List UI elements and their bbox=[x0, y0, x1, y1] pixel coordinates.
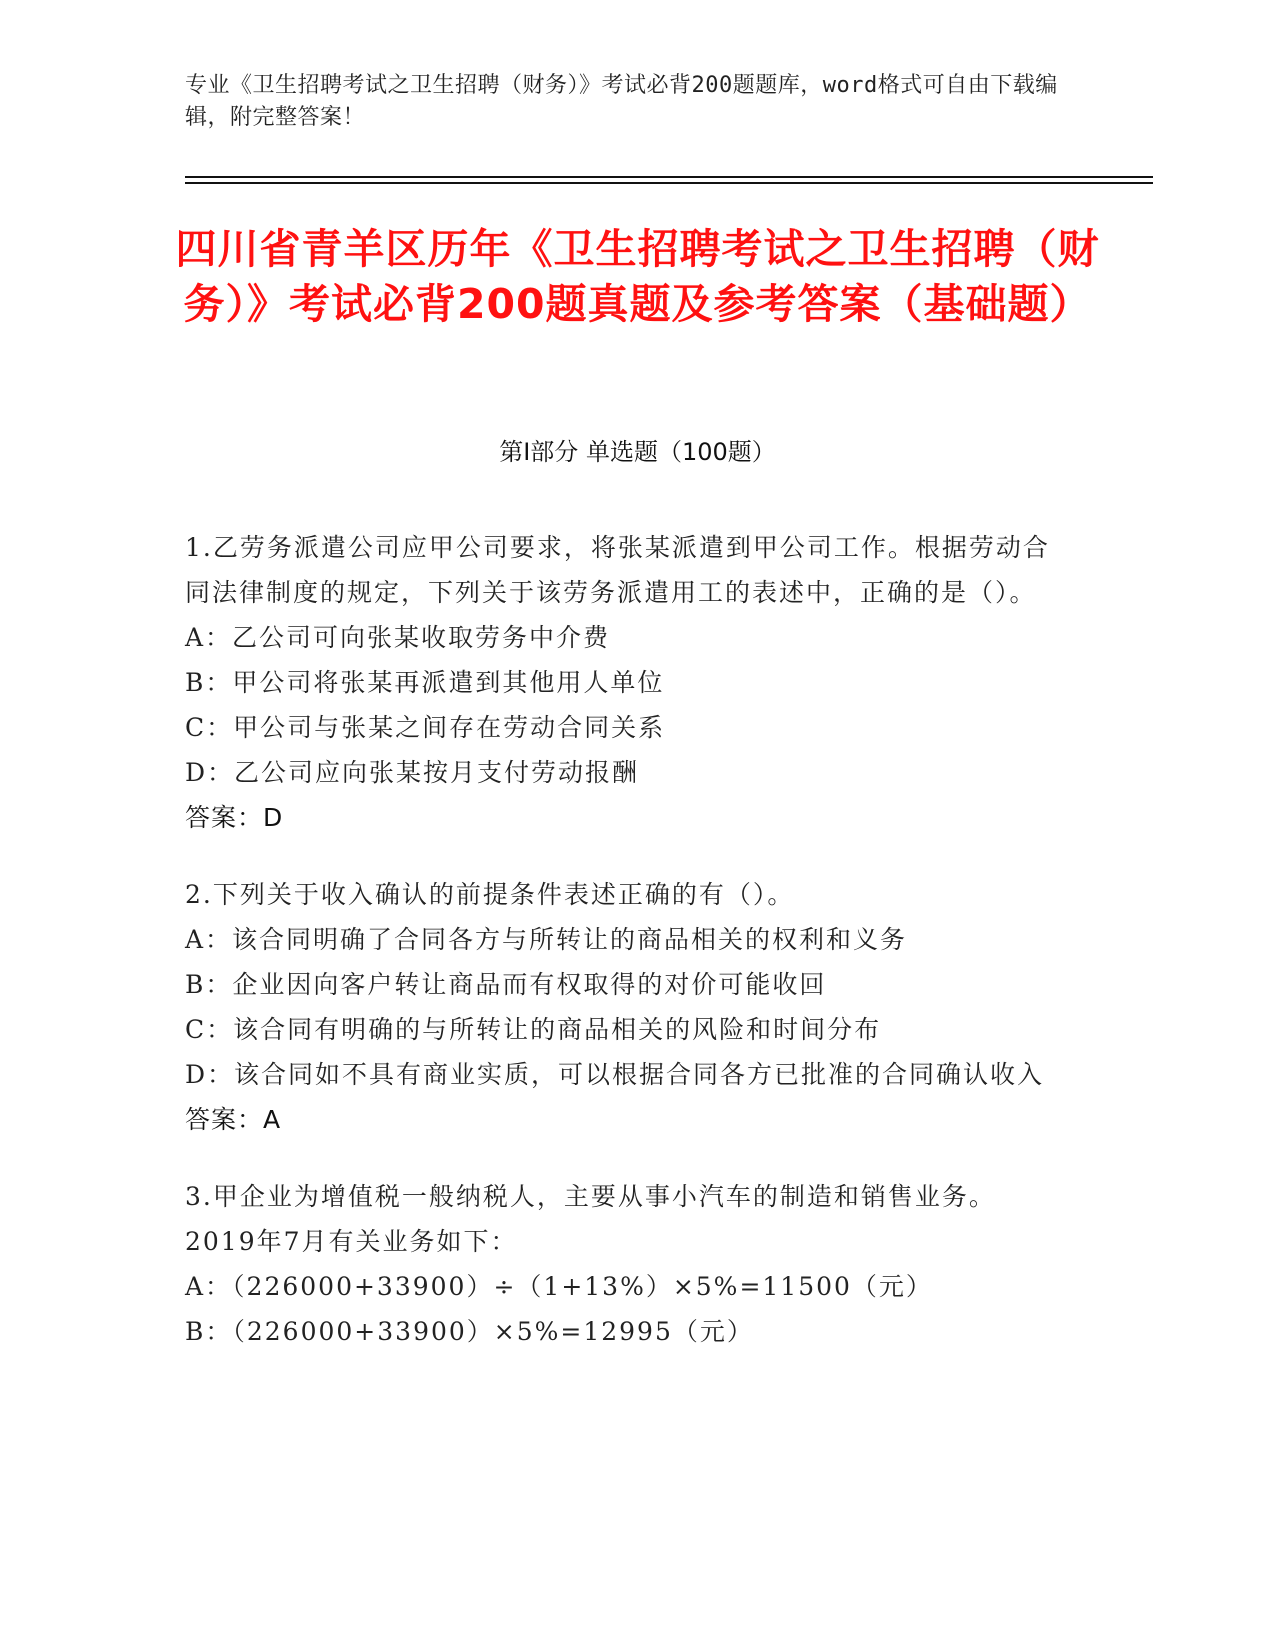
header-rule-bottom bbox=[185, 182, 1153, 184]
section-title: 第Ⅰ部分 单选题（100题） bbox=[499, 438, 776, 466]
question-stem: 3.甲企业为增值税一般纳税人，主要从事小汽车的制造和销售业务。2019年7月有关业务如下： bbox=[185, 1182, 996, 1256]
answer: 答案：D bbox=[185, 803, 284, 832]
option-b: B：企业因向客户转让商品而有权取得的对价可能收回 bbox=[185, 970, 827, 999]
question-stem: 1.乙劳务派遣公司应甲公司要求，将张某派遣到甲公司工作。根据劳动合同法律制度的规定，下列关于该劳务派遣用工的表述中，正确的是（）。 bbox=[185, 533, 1050, 607]
option-a: A：该合同明确了合同各方与所转让的商品相关的权利和义务 bbox=[185, 925, 908, 954]
question-list bbox=[185, 525, 1065, 1386]
question-stem: 2.下列关于收入确认的前提条件表述正确的有（）。 bbox=[185, 880, 795, 909]
question-1 bbox=[185, 525, 1065, 840]
option-a: A：（226000+33900）÷（1+13%）×5%=11500（元） bbox=[185, 1272, 933, 1301]
option-d: D：乙公司应向张某按月支付劳动报酬 bbox=[185, 758, 640, 787]
option-d: D：该合同如不具有商业实质，可以根据合同各方已批准的合同确认收入 bbox=[185, 1060, 1045, 1089]
option-b: B：（226000+33900）×5%=12995（元） bbox=[185, 1317, 754, 1346]
page-header: 专业《卫生招聘考试之卫生招聘（财务）》考试必背200题题库，word格式可自由下载编辑，附完整答案！ bbox=[185, 73, 1058, 130]
option-a: A：乙公司可向张某收取劳务中介费 bbox=[185, 623, 611, 652]
option-b: B：甲公司将张某再派遣到其他用人单位 bbox=[185, 668, 665, 697]
option-c: C：该合同有明确的与所转让的商品相关的风险和时间分布 bbox=[185, 1015, 882, 1044]
question-2 bbox=[185, 872, 1065, 1142]
answer: 答案：A bbox=[185, 1105, 282, 1134]
question-3 bbox=[185, 1174, 1065, 1354]
option-c: C：甲公司与张某之间存在劳动合同关系 bbox=[185, 713, 666, 742]
document-title: 四川省青羊区历年《卫生招聘考试之卫生招聘（财务）》考试必背200题真题及参考答案（基础题） bbox=[175, 225, 1100, 328]
header-rule-top bbox=[185, 176, 1153, 178]
